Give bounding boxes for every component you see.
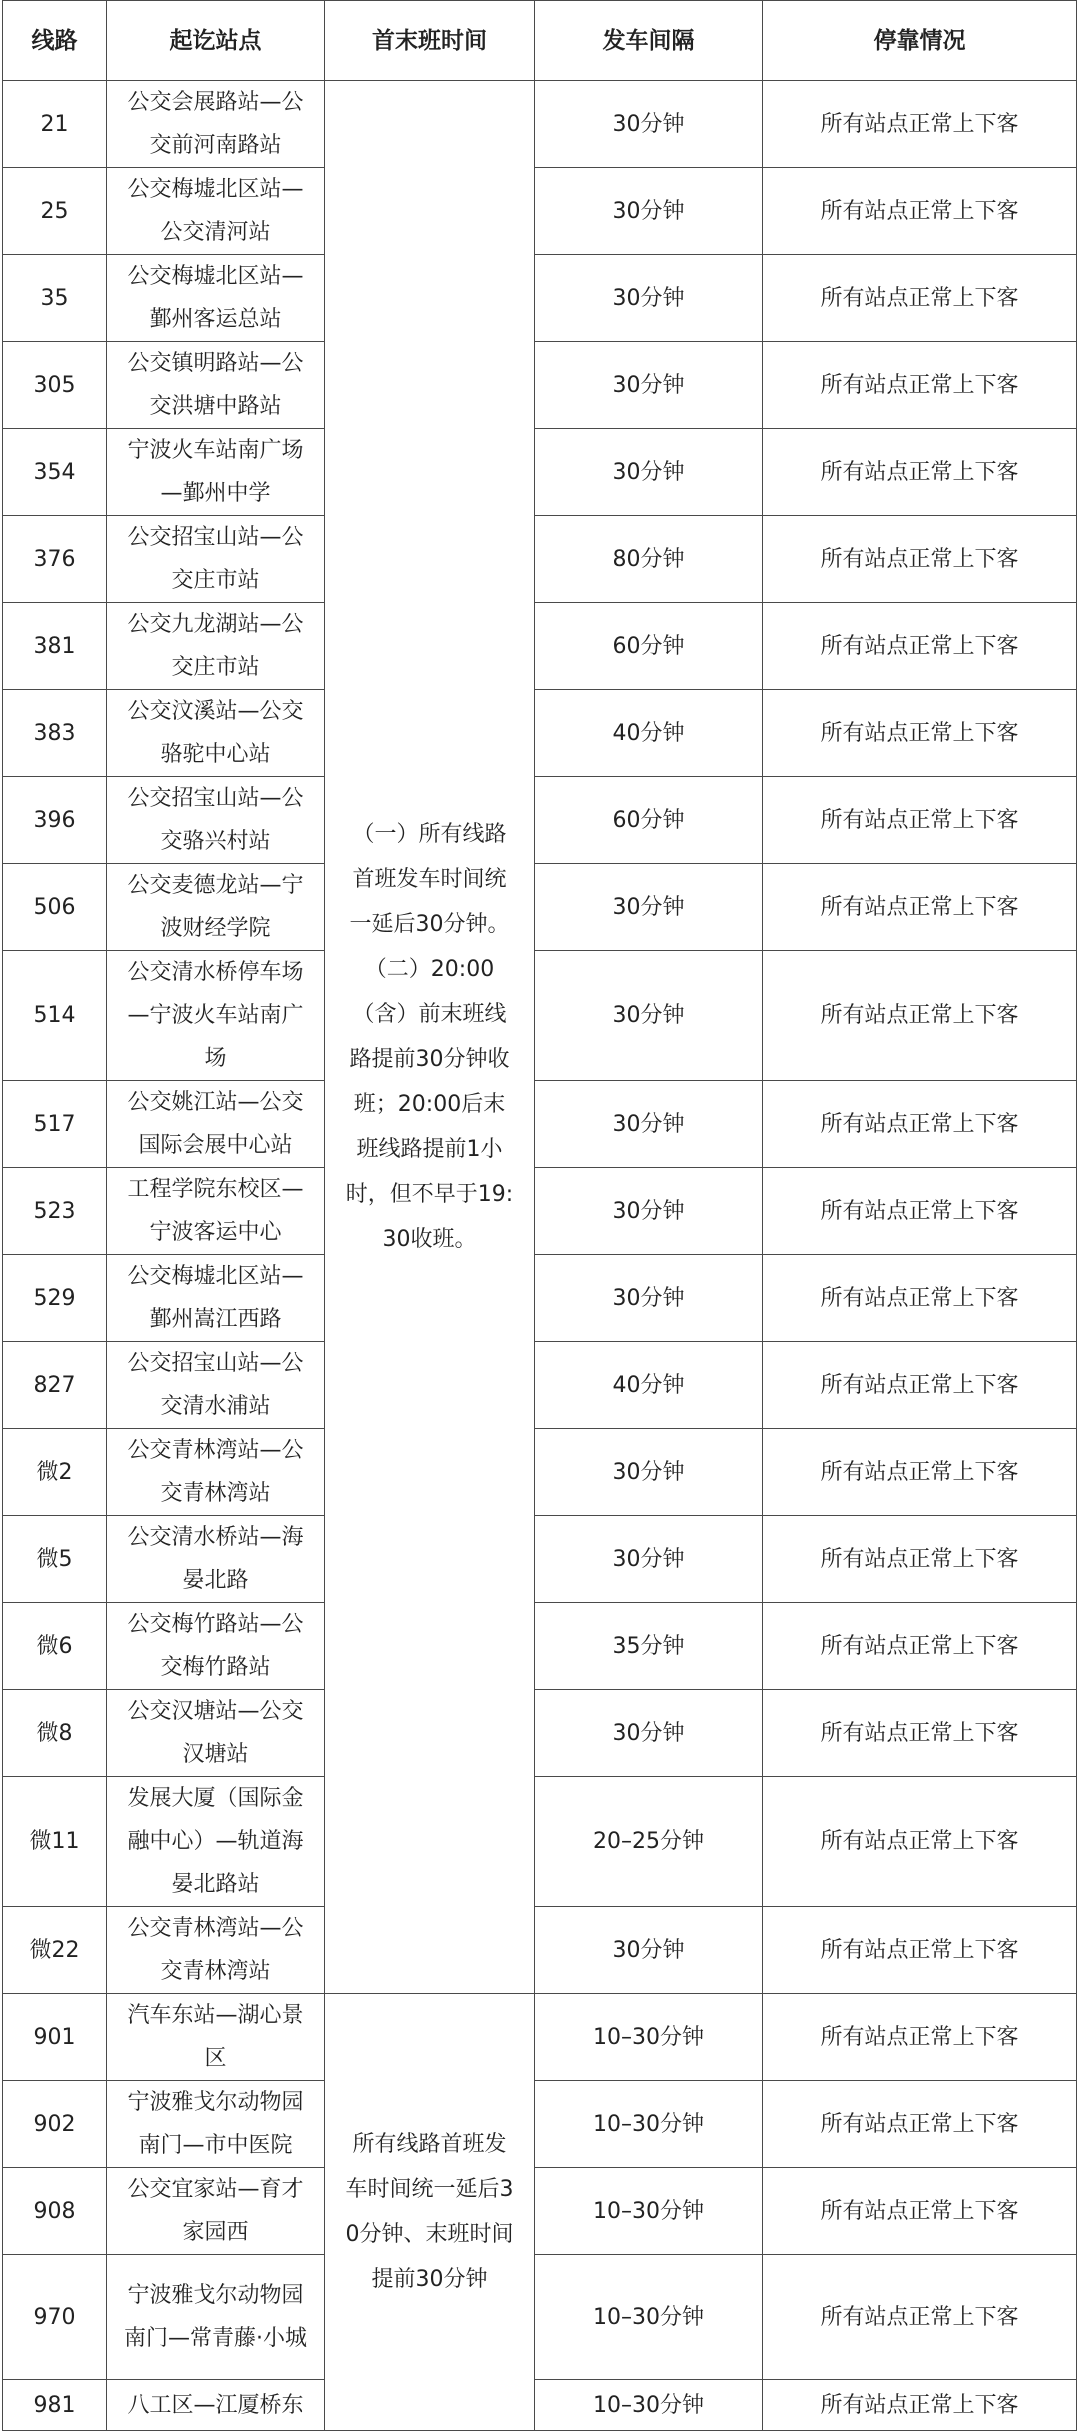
- header-stop-status: 停靠情况: [763, 1, 1077, 81]
- stop-status: 所有站点正常上下客: [763, 2255, 1077, 2380]
- route-stops: 公交梅墟北区站—公交清河站: [107, 168, 325, 255]
- table-row: [3, 81, 1077, 168]
- group2-schedule-note: 所有线路首班发车时间统一延后30分钟、末班时间提前30分钟: [325, 1994, 535, 2431]
- route-stops: 公交麦德龙站—宁波财经学院: [107, 864, 325, 951]
- line-number: 902: [3, 2081, 107, 2168]
- departure-interval: 30分钟: [535, 864, 763, 951]
- departure-interval: 40分钟: [535, 1342, 763, 1429]
- table-row: [3, 1516, 1077, 1603]
- header-line: 线路: [3, 1, 107, 81]
- table-row: [3, 1081, 1077, 1168]
- departure-interval: 10–30分钟: [535, 2380, 763, 2431]
- route-stops: 公交青林湾站—公交青林湾站: [107, 1429, 325, 1516]
- table-row: [3, 168, 1077, 255]
- departure-interval: 30分钟: [535, 429, 763, 516]
- line-number: 微11: [3, 1777, 107, 1907]
- line-number: 517: [3, 1081, 107, 1168]
- line-number: 514: [3, 951, 107, 1081]
- route-stops: 公交青林湾站—公交青林湾站: [107, 1907, 325, 1994]
- stop-status: 所有站点正常上下客: [763, 429, 1077, 516]
- route-stops: 公交梅竹路站—公交梅竹路站: [107, 1603, 325, 1690]
- line-number: 微6: [3, 1603, 107, 1690]
- departure-interval: 30分钟: [535, 1168, 763, 1255]
- group1-schedule-note: （一）所有线路首班发车时间统一延后30分钟。（二）20:00（含）前末班线路提前30分钟收班；20:00后末班线路提前1小时，但不早于19:30收班。: [325, 81, 535, 1994]
- departure-interval: 30分钟: [535, 1255, 763, 1342]
- line-number: 305: [3, 342, 107, 429]
- table-header-row: [3, 1, 1077, 81]
- table-row: [3, 429, 1077, 516]
- stop-status: 所有站点正常上下客: [763, 1907, 1077, 1994]
- departure-interval: 30分钟: [535, 1907, 763, 1994]
- stop-status: 所有站点正常上下客: [763, 1516, 1077, 1603]
- stop-status: 所有站点正常上下客: [763, 777, 1077, 864]
- stop-status: 所有站点正常上下客: [763, 2081, 1077, 2168]
- bus-schedule-table: [2, 0, 1077, 2431]
- table-row: [3, 690, 1077, 777]
- route-stops: 公交招宝山站—公交骆兴村站: [107, 777, 325, 864]
- departure-interval: 10–30分钟: [535, 2168, 763, 2255]
- line-number: 微22: [3, 1907, 107, 1994]
- line-number: 506: [3, 864, 107, 951]
- departure-interval: 30分钟: [535, 1516, 763, 1603]
- route-stops: 公交宜家站—育才家园西: [107, 2168, 325, 2255]
- stop-status: 所有站点正常上下客: [763, 864, 1077, 951]
- route-stops: 公交汉塘站—公交汉塘站: [107, 1690, 325, 1777]
- table-row: [3, 2081, 1077, 2168]
- line-number: 微2: [3, 1429, 107, 1516]
- table-row: [3, 2380, 1077, 2431]
- departure-interval: 30分钟: [535, 951, 763, 1081]
- table-row: [3, 2255, 1077, 2380]
- route-stops: 发展大厦（国际金融中心）—轨道海晏北路站: [107, 1777, 325, 1907]
- departure-interval: 30分钟: [535, 168, 763, 255]
- table-row: [3, 1429, 1077, 1516]
- route-stops: 宁波雅戈尔动物园南门—市中医院: [107, 2081, 325, 2168]
- departure-interval: 30分钟: [535, 1081, 763, 1168]
- stop-status: 所有站点正常上下客: [763, 603, 1077, 690]
- route-stops: 八工区—江厦桥东: [107, 2380, 325, 2431]
- stop-status: 所有站点正常上下客: [763, 2380, 1077, 2431]
- departure-interval: 10–30分钟: [535, 2081, 763, 2168]
- table-row: [3, 1994, 1077, 2081]
- stop-status: 所有站点正常上下客: [763, 81, 1077, 168]
- line-number: 827: [3, 1342, 107, 1429]
- table-row: [3, 516, 1077, 603]
- table-row: [3, 1168, 1077, 1255]
- route-stops: 汽车东站—湖心景区: [107, 1994, 325, 2081]
- table-row: [3, 1690, 1077, 1777]
- line-number: 908: [3, 2168, 107, 2255]
- departure-interval: 30分钟: [535, 1690, 763, 1777]
- stop-status: 所有站点正常上下客: [763, 342, 1077, 429]
- table-row: [3, 342, 1077, 429]
- line-number: 25: [3, 168, 107, 255]
- table-row: [3, 1603, 1077, 1690]
- route-stops: 公交镇明路站—公交洪塘中路站: [107, 342, 325, 429]
- departure-interval: 30分钟: [535, 81, 763, 168]
- table-row: [3, 1907, 1077, 1994]
- departure-interval: 80分钟: [535, 516, 763, 603]
- table-row: [3, 603, 1077, 690]
- departure-interval: 60分钟: [535, 777, 763, 864]
- stop-status: 所有站点正常上下客: [763, 1342, 1077, 1429]
- route-stops: 公交姚江站—公交国际会展中心站: [107, 1081, 325, 1168]
- line-number: 376: [3, 516, 107, 603]
- route-stops: 公交梅墟北区站—鄞州客运总站: [107, 255, 325, 342]
- stop-status: 所有站点正常上下客: [763, 1429, 1077, 1516]
- route-stops: 公交梅墟北区站—鄞州嵩江西路: [107, 1255, 325, 1342]
- route-stops: 公交九龙湖站—公交庄市站: [107, 603, 325, 690]
- route-stops: 宁波火车站南广场—鄞州中学: [107, 429, 325, 516]
- departure-interval: 30分钟: [535, 1429, 763, 1516]
- table-row: [3, 1342, 1077, 1429]
- departure-interval: 10–30分钟: [535, 2255, 763, 2380]
- header-interval: 发车间隔: [535, 1, 763, 81]
- table-row: [3, 255, 1077, 342]
- route-stops: 工程学院东校区—宁波客运中心: [107, 1168, 325, 1255]
- stop-status: 所有站点正常上下客: [763, 516, 1077, 603]
- table-row: [3, 2168, 1077, 2255]
- table-row: [3, 1255, 1077, 1342]
- departure-interval: 60分钟: [535, 603, 763, 690]
- route-stops: 公交招宝山站—公交清水浦站: [107, 1342, 325, 1429]
- departure-interval: 35分钟: [535, 1603, 763, 1690]
- departure-interval: 30分钟: [535, 342, 763, 429]
- table-row: [3, 951, 1077, 1081]
- route-stops: 宁波雅戈尔动物园南门—常青藤·小城: [107, 2255, 325, 2380]
- line-number: 35: [3, 255, 107, 342]
- stop-status: 所有站点正常上下客: [763, 690, 1077, 777]
- route-stops: 公交清水桥站—海晏北路: [107, 1516, 325, 1603]
- route-stops: 公交招宝山站—公交庄市站: [107, 516, 325, 603]
- departure-interval: 10–30分钟: [535, 1994, 763, 2081]
- route-stops: 公交汶溪站—公交骆驼中心站: [107, 690, 325, 777]
- line-number: 529: [3, 1255, 107, 1342]
- departure-interval: 20–25分钟: [535, 1777, 763, 1907]
- line-number: 381: [3, 603, 107, 690]
- table-row: [3, 1777, 1077, 1907]
- stop-status: 所有站点正常上下客: [763, 2168, 1077, 2255]
- line-number: 354: [3, 429, 107, 516]
- header-first-last-time: 首末班时间: [325, 1, 535, 81]
- stop-status: 所有站点正常上下客: [763, 951, 1077, 1081]
- stop-status: 所有站点正常上下客: [763, 168, 1077, 255]
- line-number: 微5: [3, 1516, 107, 1603]
- header-stops: 起讫站点: [107, 1, 325, 81]
- line-number: 523: [3, 1168, 107, 1255]
- stop-status: 所有站点正常上下客: [763, 1255, 1077, 1342]
- departure-interval: 40分钟: [535, 690, 763, 777]
- route-stops: 公交清水桥停车场—宁波火车站南广场: [107, 951, 325, 1081]
- stop-status: 所有站点正常上下客: [763, 1690, 1077, 1777]
- line-number: 901: [3, 1994, 107, 2081]
- stop-status: 所有站点正常上下客: [763, 1168, 1077, 1255]
- stop-status: 所有站点正常上下客: [763, 255, 1077, 342]
- table-row: [3, 777, 1077, 864]
- stop-status: 所有站点正常上下客: [763, 1777, 1077, 1907]
- line-number: 396: [3, 777, 107, 864]
- departure-interval: 30分钟: [535, 255, 763, 342]
- stop-status: 所有站点正常上下客: [763, 1081, 1077, 1168]
- line-number: 981: [3, 2380, 107, 2431]
- line-number: 970: [3, 2255, 107, 2380]
- stop-status: 所有站点正常上下客: [763, 1603, 1077, 1690]
- table-row: [3, 864, 1077, 951]
- route-stops: 公交会展路站—公交前河南路站: [107, 81, 325, 168]
- line-number: 21: [3, 81, 107, 168]
- line-number: 微8: [3, 1690, 107, 1777]
- stop-status: 所有站点正常上下客: [763, 1994, 1077, 2081]
- line-number: 383: [3, 690, 107, 777]
